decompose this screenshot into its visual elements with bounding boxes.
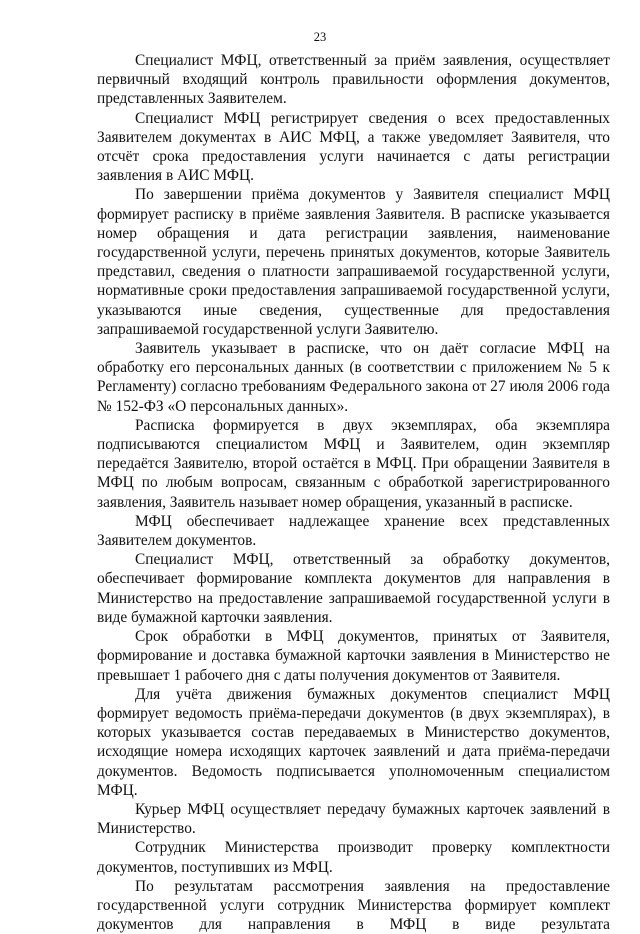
paragraph-10: Курьер МФЦ осуществляет передачу бумажных карточек заявлений в Министерство. [97,800,610,838]
paragraph-6: МФЦ обеспечивает надлежащее хранение всех представленных Заявителем документов. [97,512,610,550]
paragraph-3: По завершении приёма документов у Заявителя специалист МФЦ формирует расписку в приёме заявления Заявителя. В расписке указывается номер обращения и дата регистрации заявления, наименование государственной услуги, перечень принятых документов, которые Заявитель представил, сведения о платности запрашиваемой государственной услуги, нормативные сроки предоставления запрашиваемой государственной услуги, указываются иные сведения, существенные для предоставления запрашиваемой государственной услуги Заявителю. [97,186,610,338]
paragraph-8: Срок обработки в МФЦ документов, принятых от Заявителя, формирование и доставка бумажной карточки заявления в Министерство не превышает 1 рабочего дня с даты получения документов от Заявителя. [97,628,610,684]
paragraph-7: Специалист МФЦ, ответственный за обработку документов, обеспечивает формирование комплекта документов для направления в Министерство на предоставление запрашиваемой государственной услуги в виде бумажной карточки заявления. [97,551,610,626]
document-body [97,51,610,934]
paragraph-4: Заявитель указывает в расписке, что он даёт согласие МФЦ на обработку его персональных данных (в соответствии с приложением № 5 к Регламенту) согласно требованиям Федерального закона от 27 июля 2006 года № 152-ФЗ «О персональных данных». [97,340,610,415]
page-number: 23 [313,30,327,44]
paragraph-9: Для учёта движения бумажных документов специалист МФЦ формирует ведомость приёма-передачи документов (в двух экземплярах), в которых указывается состав передаваемых в Министерство документов, исходящие номера исходящих карточек заявлений и дата приёма-передачи документов. Ведомость подписывается уполномоченным специалистом МФЦ. [97,685,610,799]
paragraph-2: Специалист МФЦ регистрирует сведения о всех предоставленных Заявителем документах в АИС МФЦ, а также уведомляет Заявителя, что отсчёт срока предоставления услуги начинается с даты регистрации заявления в АИС МФЦ. [97,109,610,185]
paragraph-5: Расписка формируется в двух экземплярах, оба экземпляра подписываются специалистом МФЦ и Заявителем, один экземпляр передаётся Заявителю, второй остаётся в МФЦ. При обращении Заявителя в МФЦ по любым вопросам, связанным с обработкой зарегистрированного заявления, Заявитель называет номер обращения, указанный в расписке. [97,416,610,511]
paragraph-12: По результатам рассмотрения заявления на предоставление государственной услуги сотрудник Министерства формирует комплект документов для направления в МФЦ в виде результата [97,877,610,934]
paragraph-11: Сотрудник Министерства производит проверку комплектности документов, поступивших из МФЦ. [97,839,610,876]
paragraph-1: Специалист МФЦ, ответственный за приём заявления, осуществляет первичный входящий контроль правильности оформления документов, представленных Заявителем. [97,52,610,108]
